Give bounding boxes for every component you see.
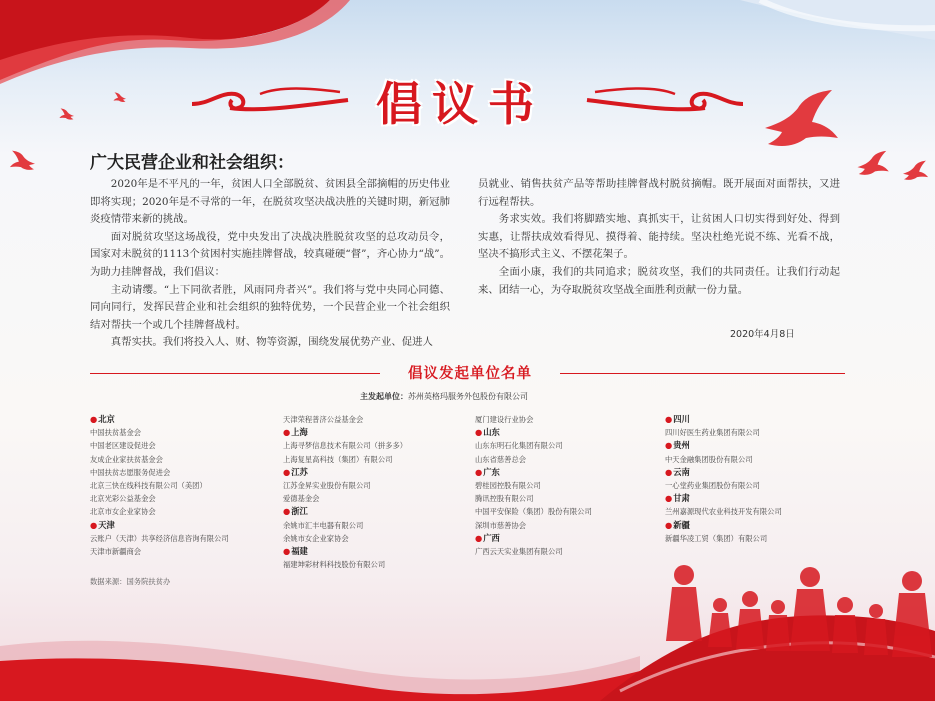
bullet-icon: ● [665,440,673,451]
region-name: 广东 [483,466,500,477]
region-name: 福建 [291,546,308,557]
bullet-icon: ● [665,414,673,424]
bullet-icon: ● [665,493,673,504]
region-heading [665,439,782,452]
section-title: 倡议发起单位名单 [408,366,532,382]
bullet-icon: ● [665,466,673,477]
region-name: 广西 [483,532,500,543]
org-list-item: 福建坤彩材料科技股份有限公司 [283,560,386,570]
org-list-item: 中国老区建设促进会 [90,441,156,451]
dove-icon [8,150,38,174]
bullet-icon: ● [283,506,291,517]
org-list-item: 余姚市女企业家协会 [283,533,349,543]
letter-date: 2020年4月8日 [730,329,795,340]
org-list-item: 山东东明石化集团有限公司 [475,441,563,451]
org-list-column-4 [665,413,782,545]
region-heading [475,426,592,439]
region-heading [283,505,407,518]
divider-right [560,373,845,374]
main-sponsor [360,391,528,402]
org-list-item: 北京光彩公益基金会 [90,494,156,504]
dove-icon [850,150,895,180]
data-source-note: 数据来源：国务院扶贫办 [90,577,171,586]
org-list-item: 腾讯控股有限公司 [475,494,534,504]
org-list-item: 一心堂药业集团股份有限公司 [665,481,760,491]
paragraph: 2020年是不平凡的一年，贫困人口全部脱贫、贫困县全部摘帽的历史伟业即将实现；2020年是不寻常的一年，在脱贫攻坚决战决胜的关键时期，新冠肺炎疫情带来新的挑战。 [90,178,450,226]
region-name: 四川 [673,414,690,424]
region-heading [283,426,407,439]
org-list-item: 中国平安保险（集团）股份有限公司 [475,507,592,517]
region-heading [475,532,592,545]
region-heading [475,466,592,479]
org-list-item: 广西云天实业集团有限公司 [475,547,563,557]
region-heading [283,466,407,479]
org-list-item: 山东省慈善总会 [475,454,527,464]
page-title: 倡议书 [376,77,544,131]
region-heading [665,413,782,426]
letter-body-right [478,176,840,299]
org-list-column-3 [475,413,592,558]
salutation: 广大民营企业和社会组织： [90,153,294,173]
org-list-item: 四川好医生药业集团有限公司 [665,428,760,438]
paragraph: 面对脱贫攻坚这场战役，党中央发出了决战决胜脱贫攻坚的总攻动员令，国家对未脱贫的1113个贫困村实施挂牌督战，较真碰硬“督”，齐心协力“战”。为助力挂牌督战，我们倡议： [90,230,450,278]
org-list-item: 碧桂园控股有限公司 [475,481,541,491]
org-list-item: 云账户（天津）共享经济信息咨询有限公司 [90,533,229,543]
bullet-icon: ● [283,466,291,477]
region-name: 新疆 [673,519,690,530]
org-list-item: 深圳市慈善协会 [475,520,527,530]
dove-icon [900,160,930,184]
region-heading [90,519,229,532]
org-list-item: 厦门建设行业协会 [475,415,534,424]
paragraph: 全面小康，我们的共同追求；脱贫攻坚，我们的共同责任。让我们行动起来、团结一心，为夺取脱贫攻坚战全面胜利贡献一份力量。 [478,265,840,296]
region-name: 贵州 [673,440,690,451]
region-name: 北京 [98,414,115,424]
bullet-icon: ● [665,519,673,530]
sponsor-name: 苏州英格玛服务外包股份有限公司 [408,392,528,401]
region-heading [665,466,782,479]
region-name: 云南 [673,466,690,477]
sponsor-label: 主发起单位： [360,392,408,401]
region-heading [283,545,407,558]
org-list-item: 爱德基金会 [283,494,320,504]
bullet-icon: ● [475,427,483,438]
org-list-item: 中国扶贫基金会 [90,428,142,438]
bullet-icon: ● [475,466,483,477]
divider-left [90,373,380,374]
letter-body-left [90,176,450,352]
org-list-item: 兰州嘉源现代农业科技开发有限公司 [665,507,782,517]
title-banner [0,62,935,132]
org-list-item: 天津市新疆商会 [90,547,142,557]
region-heading [90,413,229,426]
org-list-item: 北京三快在线科技有限公司（美团） [90,481,207,491]
bullet-icon: ● [90,519,98,530]
bullet-icon: ● [283,427,291,438]
org-list-column-1 [90,413,229,558]
left-cloud-ornament-icon [190,84,350,118]
org-list-item: 友成企业家扶贫基金会 [90,454,163,464]
org-list-item: 中国扶贫志愿服务促进会 [90,467,171,477]
org-list-item: 天津荣程普济公益基金会 [283,415,364,424]
org-list-item: 上海寻梦信息技术有限公司（拼多多） [283,441,408,451]
region-name: 浙江 [291,506,308,517]
paragraph: 真帮实扶。我们将投入人、财、物等资源，围绕发展优势产业、促进人 [110,336,433,349]
org-list-item: 北京市女企业家协会 [90,507,156,517]
region-name: 江苏 [291,466,308,477]
region-name: 山东 [483,427,500,438]
org-list-column-2 [283,413,407,571]
region-name: 甘肃 [673,493,690,504]
org-list-item: 江苏金昇实业股份有限公司 [283,481,371,491]
bullet-icon: ● [475,532,483,543]
org-list-item: 中天金融集团股份有限公司 [665,454,753,464]
org-list-item: 余姚市汇丰电器有限公司 [283,520,364,530]
org-list-item: 上海复星高科技（集团）有限公司 [283,454,393,464]
region-heading [665,492,782,505]
right-cloud-ornament-icon [585,84,745,118]
bullet-icon: ● [90,414,98,424]
region-name: 天津 [98,519,115,530]
region-heading [665,519,782,532]
bullet-icon: ● [283,546,291,557]
org-list-item: 新疆华凌工贸（集团）有限公司 [665,533,768,543]
region-name: 上海 [291,427,308,438]
paragraph-continuation: 员就业、销售扶贫产品等帮助挂牌督战村脱贫摘帽。既开展面对面帮扶，又进行远程帮扶。 [478,178,840,208]
paragraph: 主动请缨。“上下同欲者胜，风雨同舟者兴”。我们将与党中央同心同德、同向同行，发挥民营企业和社会组织的独特优势，一个民营企业一个社会组织结对帮扶一个或几个挂牌督战村。 [90,283,450,331]
paragraph: 务求实效。我们将脚踏实地、真抓实干，让贫困人口切实得到好处、得到实惠，让帮扶成效看得见、摸得着、能持续。坚决杜绝光说不练、光看不战，坚决不搞形式主义、不摆花架子。 [478,213,840,261]
